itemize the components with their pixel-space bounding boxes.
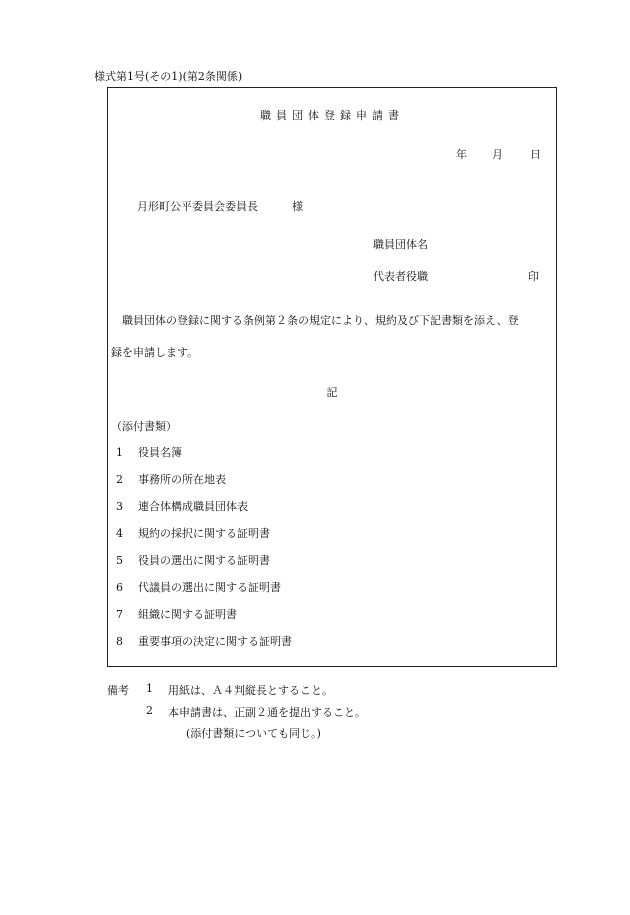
note-text: 本申請書は、正副２通を提出すること。 xyxy=(168,706,366,719)
attachment-item xyxy=(116,606,237,622)
attachment-text: 役員の選出に関する証明書 xyxy=(138,554,270,567)
attachment-number: 1 xyxy=(116,446,123,459)
form-title: 職員団体登録申請書 xyxy=(260,109,404,122)
date-day-label: 日 xyxy=(530,148,541,161)
attachment-number: 2 xyxy=(116,473,123,486)
attachment-item xyxy=(116,552,270,568)
attachment-text: 連合体構成職員団体表 xyxy=(138,500,248,513)
attachment-text: 重要事項の決定に関する証明書 xyxy=(138,635,292,648)
note-subtext: (添付書類についても同じ。) xyxy=(186,727,321,740)
attachment-number: 8 xyxy=(116,635,123,648)
attachment-item xyxy=(116,525,270,541)
notes-prefix: 備考 xyxy=(107,684,129,697)
note-number: 2 xyxy=(146,704,153,717)
attachment-number: 7 xyxy=(116,608,123,621)
attachment-text: 事務所の所在地表 xyxy=(138,473,226,486)
attachment-text: 規約の採択に関する証明書 xyxy=(138,527,270,540)
note-text: 用紙は、Ａ４判縦長とすること。 xyxy=(168,684,333,697)
attachment-text: 役員名簿 xyxy=(138,446,182,459)
attachment-number: 5 xyxy=(116,554,123,567)
attachment-number: 4 xyxy=(116,527,123,540)
representative-title-label: 代表者役職 xyxy=(373,270,428,283)
date-year-label: 年 xyxy=(456,148,467,161)
attachments-heading: （添付書類） xyxy=(111,420,177,433)
attachment-item xyxy=(116,633,292,649)
honorific: 様 xyxy=(292,200,303,213)
date-month-label: 月 xyxy=(492,148,503,161)
attachment-number: 6 xyxy=(116,581,123,594)
attachment-number: 3 xyxy=(116,500,123,513)
body-text-line-2: 録を申請します。 xyxy=(111,346,199,359)
seal-mark: 印 xyxy=(528,270,539,283)
attachment-text: 組織に関する証明書 xyxy=(138,608,237,621)
attachment-item xyxy=(116,579,281,595)
attachment-text: 代議員の選出に関する証明書 xyxy=(138,581,281,594)
form-number: 様式第1号(その1)(第2条関係) xyxy=(94,70,243,83)
body-text-line-1: 職員団体の登録に関する条例第２条の規定により、規約及び下記書類を添え、登 xyxy=(122,314,519,327)
addressee: 月形町公平委員会委員長 xyxy=(137,200,258,213)
ki-heading: 記 xyxy=(326,386,338,399)
attachment-item xyxy=(116,471,226,487)
note-number: 1 xyxy=(146,682,153,695)
attachment-item xyxy=(116,498,248,514)
organization-name-label: 職員団体名 xyxy=(373,238,428,251)
attachment-item xyxy=(116,444,182,460)
